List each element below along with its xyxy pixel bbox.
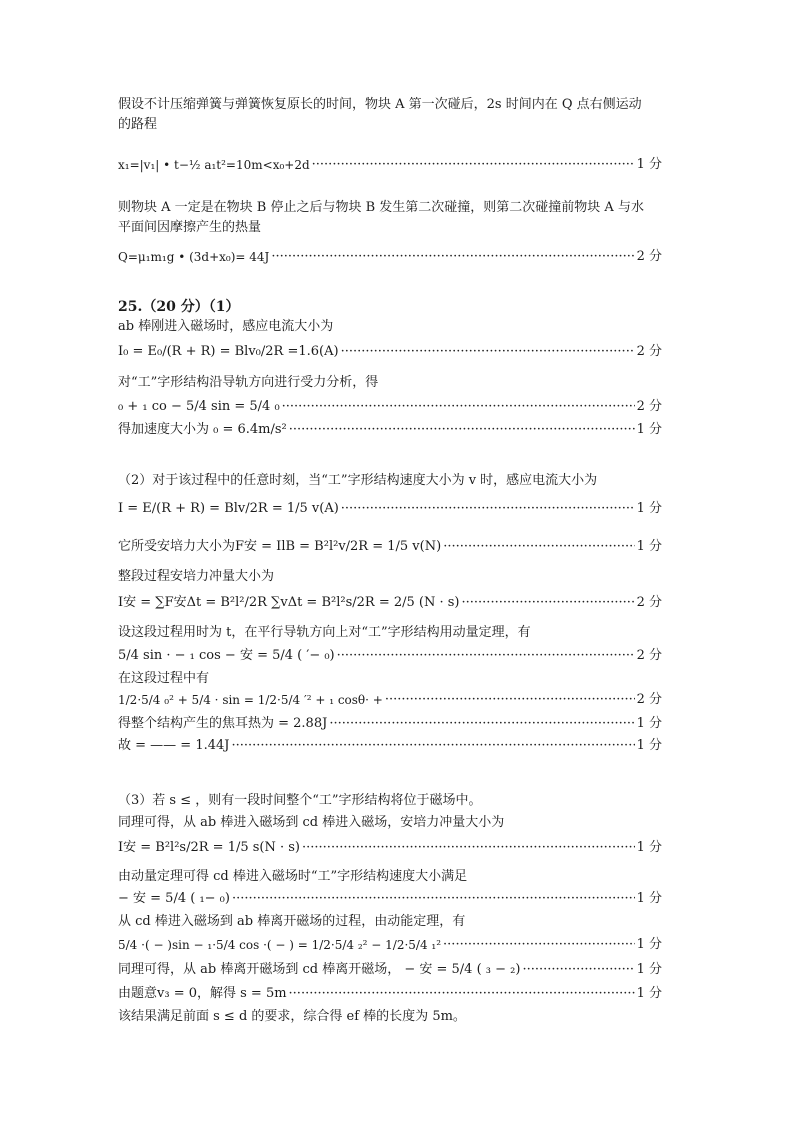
eq2: Q=μ₁m₁g • (3d+x₀)= 44J [118, 250, 270, 264]
dot-leader [289, 985, 635, 1003]
score: 1 分 [636, 937, 662, 952]
q25-3-l2: 同理可得，从 ab 棒进入磁场到 cd 棒进入磁场，安培力冲量大小为 [118, 815, 505, 830]
q25-2-eq-impulse [118, 594, 662, 612]
score: 1 分 [636, 539, 662, 554]
q25-2-eq-energy [118, 691, 662, 709]
dot-leader [329, 715, 634, 733]
dot-leader [443, 936, 635, 954]
q25-3-eq-kinetic [118, 936, 662, 954]
para2-line1: 则物块 A 一定是在物块 B 停止之后与物块 B 发生第二次碰撞，则第二次碰撞前物块 A 与水 [118, 200, 644, 215]
q25-2-l1: （2）对于该过程中的任意时刻，当“工”字形结构速度大小为 v 时，感应电流大小为 [118, 473, 598, 488]
dot-leader [312, 156, 635, 174]
q25-heading: 25.（20 分）（1） [118, 299, 240, 315]
para1-line2: 的路程 [118, 117, 158, 132]
score: 1 分 [636, 157, 662, 172]
q25-2-eq-I [118, 500, 662, 518]
score: 2 分 [636, 344, 662, 359]
score: 1 分 [636, 738, 662, 753]
q25-eq-force [118, 398, 662, 416]
dot-leader [341, 343, 635, 361]
dot-leader [232, 890, 635, 908]
q25-2-l7: 故 = —— = 1.44J ····· 1 分 [118, 737, 662, 755]
dot-leader [289, 421, 635, 439]
q25-3-eq-impulse [118, 839, 662, 857]
q25-l1: ab 棒刚进入磁场时，感应电流大小为 [118, 319, 334, 334]
score: 1 分 [636, 501, 662, 516]
eq-force: ₀ + ₁ co − 5/4 sin = 5/4 ₀ [118, 399, 280, 414]
eq-energy: 1/2·5/4 ₀² + 5/4 · sin = 1/2·5/4 ′² + ₁ cosθ· + [118, 693, 383, 707]
q25-2-l3: 整段过程安培力冲量大小为 [118, 569, 275, 584]
score: 1 分 [636, 716, 662, 731]
q25-3-eq-v [118, 890, 662, 908]
dot-leader [462, 594, 635, 612]
eq-I0: I₀ = E₀/(R + R) = Blv₀/2R =1.6(A) [118, 344, 339, 359]
q25-2-l6: 得整个结构产生的焦耳热为 = 2.88J ····· 1 分 [118, 715, 662, 733]
dot-leader [522, 961, 634, 979]
dot-leader [271, 248, 634, 266]
q25-2-l4: 设这段过程用时为 t，在平行导轨方向上对“工”字形结构用动量定理，有 [118, 625, 531, 640]
score: 2 分 [636, 249, 662, 264]
q25-3-l4: 从 cd 棒进入磁场到 ab 棒离开磁场的过程，由动能定理，有 [118, 914, 466, 929]
q25-l3: 得加速度大小为 ₀ = 6.4m/s² ····· 1 分 [118, 421, 662, 439]
q25-3-l7: 该结果满足前面 s ≤ d 的要求，综合得 ef 棒的长度为 5m。 [118, 1009, 466, 1024]
score: 2 分 [636, 399, 662, 414]
eq-impulse-3: I安 = B²l²s/2R = 1/5 s(N · s) [118, 840, 301, 855]
eq-impulse: I安 = ∑F安Δt = B²l²/2R ∑vΔt = B²l²s/2R = 2/5 (N · s) [118, 595, 460, 610]
score: 2 分 [636, 648, 662, 663]
q25-3-l5: 同理可得，从 ab 棒离开磁场到 cd 棒离开磁场， − 安 = 5/4 ( ₃ − ₂) ····· 1 分 [118, 961, 662, 979]
dot-leader [282, 398, 635, 416]
para1-line1: 假设不计压缩弹簧与弹簧恢复原长的时间，物块 A 第一次碰后，2s 时间内在 Q 点右侧运动 [118, 97, 642, 112]
score: 2 分 [636, 692, 662, 707]
q25-2-eq-momentum [118, 647, 662, 665]
eq-kinetic: 5/4 ·( − )sin − ₁·5/4 cos ·( − ) = 1/2·5/4 ₂² − 1/2·5/4 ₁² [118, 938, 442, 952]
eq2-line [118, 248, 662, 266]
q25-2-l2: 它所受安培力大小为F安 = IlB = B²l²v/2R = 1/5 v(N) ····· 1 分 [118, 538, 662, 556]
para2-line2: 平面间因摩擦产生的热量 [118, 220, 262, 235]
q25-eq-I0 [118, 343, 662, 361]
q25-2-l5: 在这段过程中有 [118, 671, 210, 686]
dot-leader [443, 538, 634, 556]
dot-leader [337, 647, 635, 665]
q25-3-l1: （3）若 s ≤ ，则有一段时间整个“工”字形结构将位于磁场中。 [118, 793, 482, 808]
eq1-line [118, 156, 662, 174]
q25-3-l6: 由题意v₃ = 0，解得 s = 5m ····· 1 分 [118, 985, 662, 1003]
score: 1 分 [636, 986, 662, 1001]
score: 2 分 [636, 595, 662, 610]
score: 1 分 [636, 891, 662, 906]
eq-I: I = E/(R + R) = Blv/2R = 1/5 v(A) [118, 501, 339, 516]
q25-l2: 对“工”字形结构沿导轨方向进行受力分析，得 [118, 375, 379, 390]
eq1: x₁=|v₁| • t−½ a₁t²=10m<x₀+2d [118, 158, 310, 172]
score: 1 分 [636, 422, 662, 437]
dot-leader [231, 737, 634, 755]
eq-v: − 安 = 5/4 ( ₁− ₀) [118, 891, 230, 906]
dot-leader [302, 839, 635, 857]
dot-leader [385, 691, 635, 709]
score: 1 分 [636, 840, 662, 855]
score: 1 分 [636, 962, 662, 977]
dot-leader [341, 500, 635, 518]
q25-3-l3: 由动量定理可得 cd 棒进入磁场时“工”字形结构速度大小满足 [118, 869, 468, 884]
eq-momentum: 5/4 sin · − ₁ cos − 安 = 5/4 ( ′− ₀) [118, 648, 335, 663]
